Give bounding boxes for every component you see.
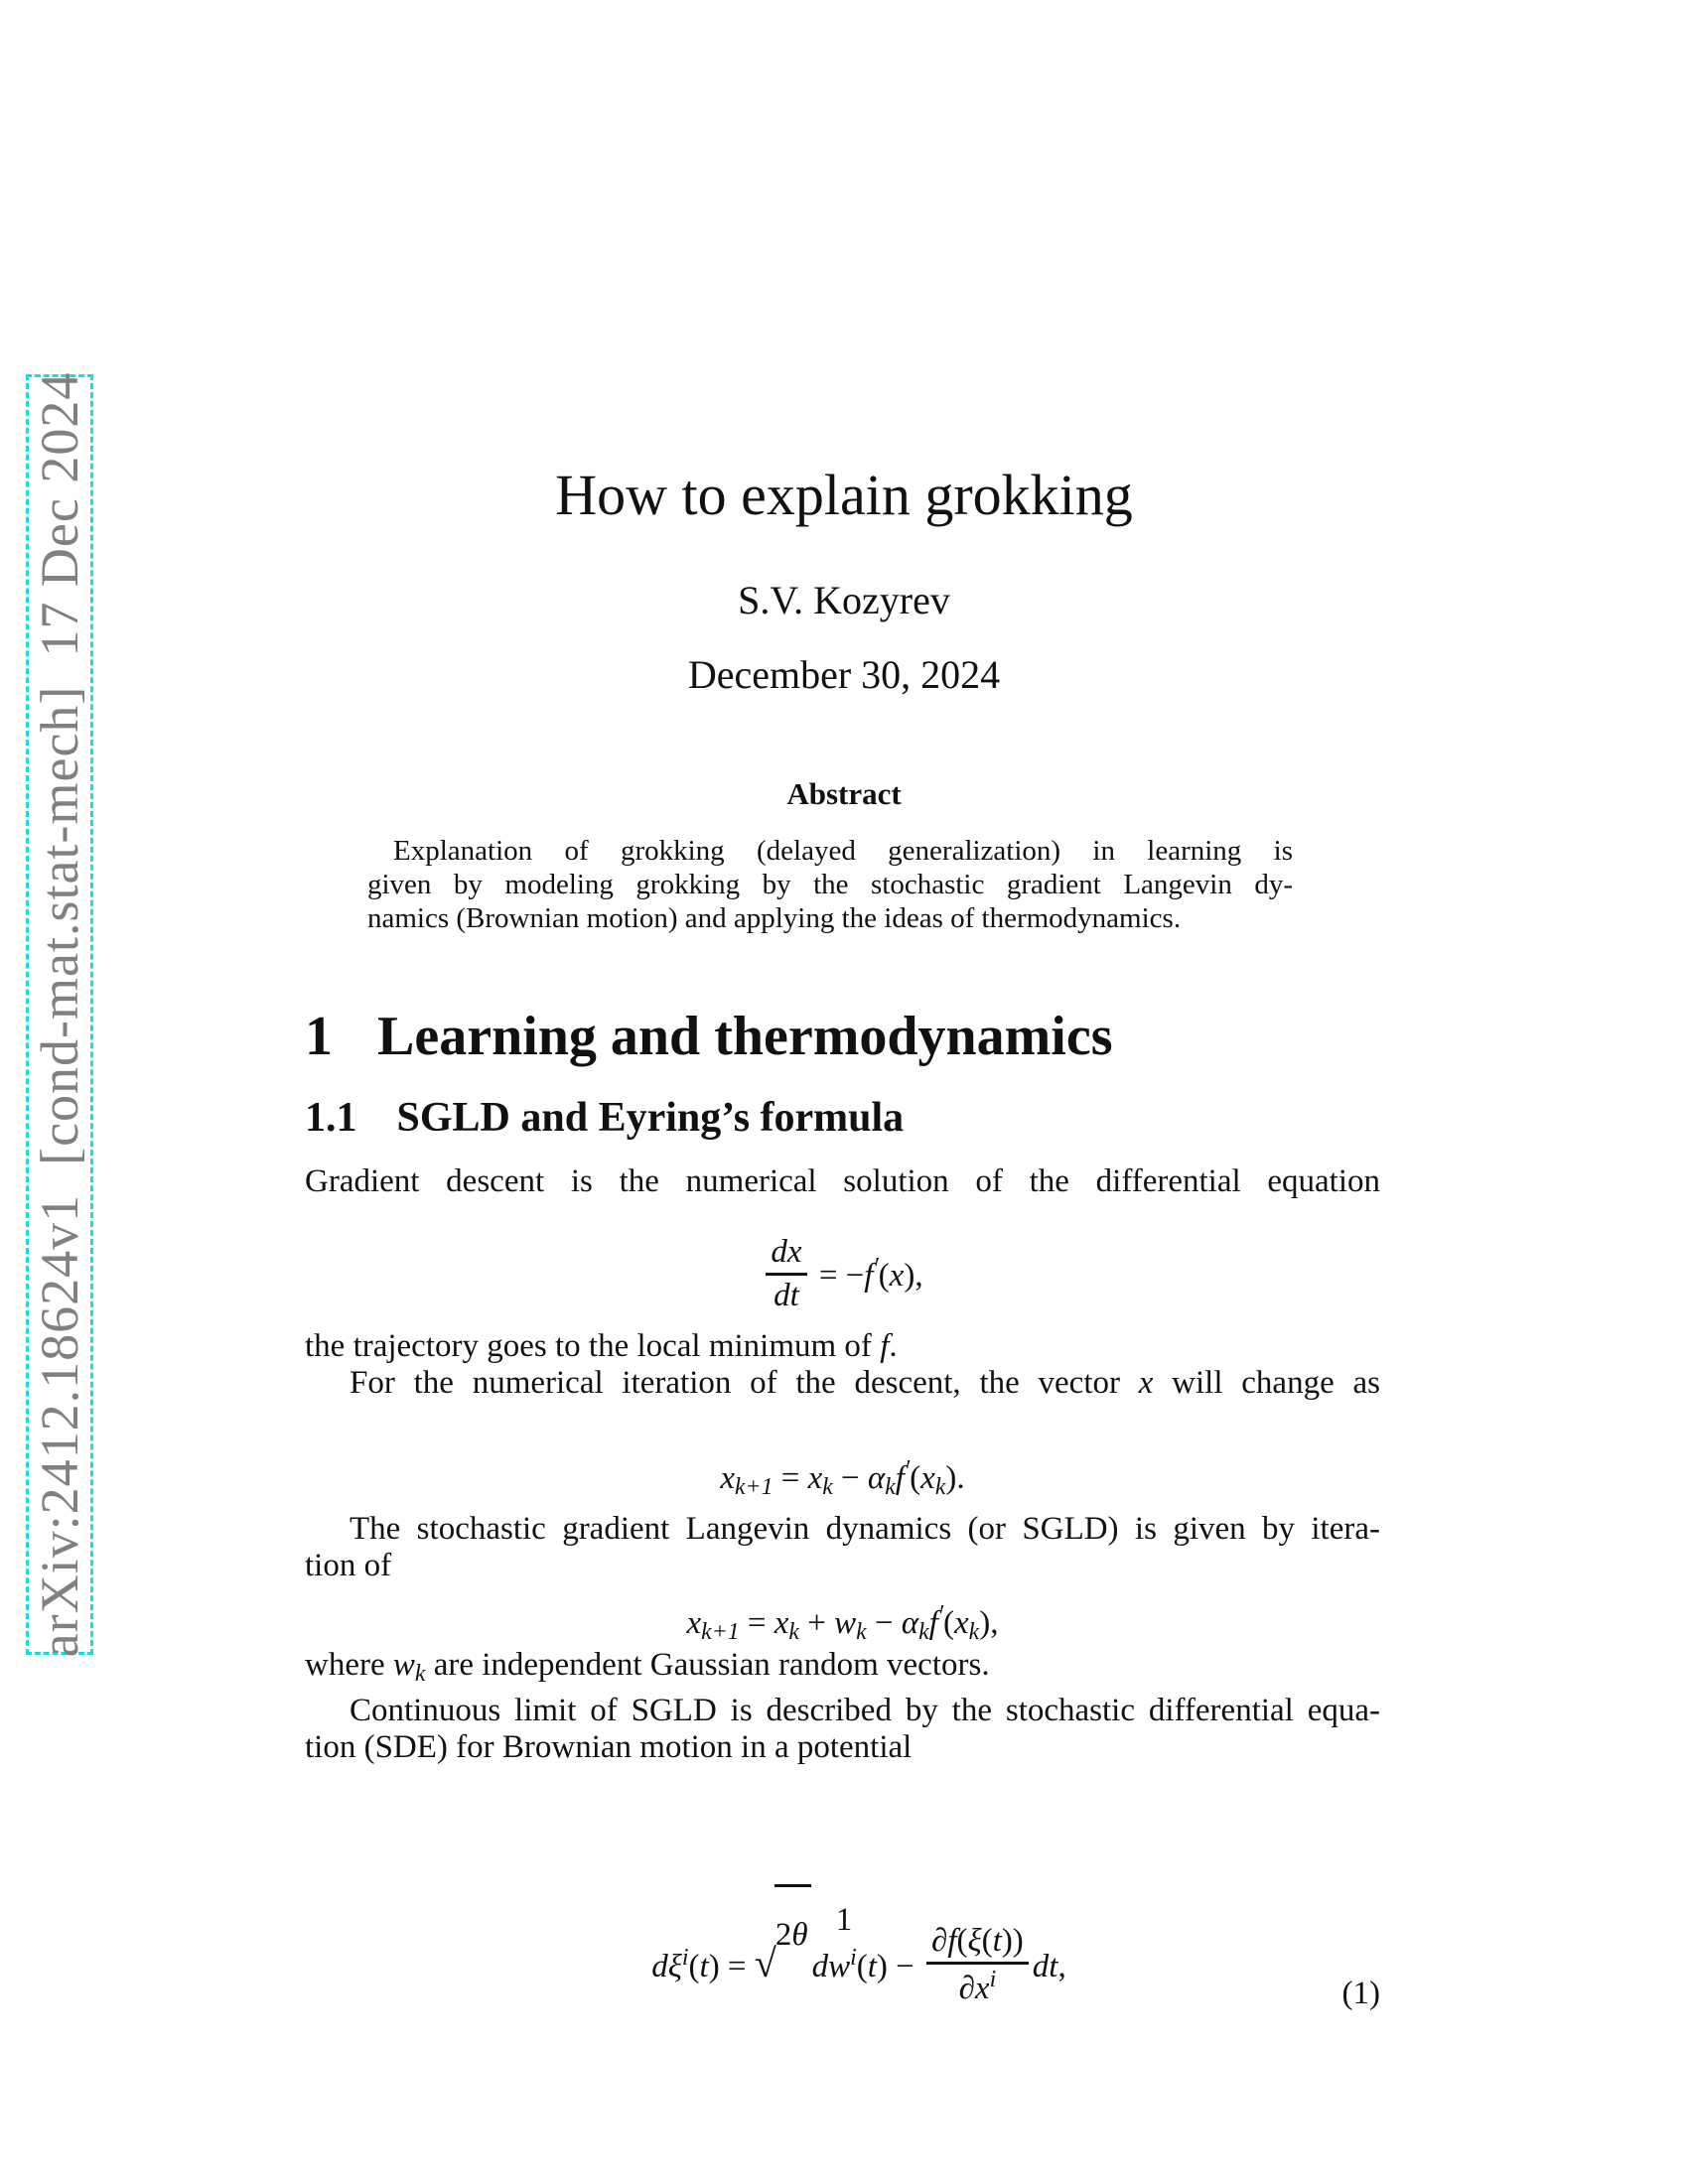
math-subscript: k [918,1618,929,1645]
abstract-heading: Abstract [786,776,902,811]
math-text: − [866,1604,902,1641]
paper-date: December 30, 2024 [687,652,1001,697]
text-line [305,1729,1380,1766]
math-text: ( [878,1257,890,1294]
math-var: α [901,1604,919,1641]
section-number: 1 [305,1006,333,1067]
math-var: dt [1032,1948,1058,1984]
math-text: = − [810,1257,865,1294]
equation-tag: (1) [1341,1976,1380,2012]
math-subscript: k [885,1473,896,1500]
math-text: tion (SDE) for Brownian motion in a potential [305,1728,913,1765]
math-var: x [774,1604,789,1641]
math-text: Continuous limit of SGLD is described by the stochastic differential equa- [350,1692,1380,1728]
text-line [305,1693,1380,1729]
math-superscript: i [850,1944,857,1971]
math-var: x [720,1459,736,1496]
math-subscript: k [934,1473,946,1500]
math-text: ) = [708,1948,755,1984]
math-subscript: k [856,1618,867,1645]
math-superscript: i [989,1966,997,1992]
math-var: t [867,1948,877,1984]
subsection-title: SGLD and Eyring’s formula [396,1095,905,1141]
math-var: f [880,1328,890,1364]
math-text: namics (Brownian motion) and applying the ideas of thermodynamics. [367,902,1182,934]
text-line [305,1647,1380,1693]
math-var: x [954,1604,969,1641]
math-var: ξ [967,1923,982,1960]
math-text: tion of [305,1548,392,1583]
math-superscript: ′ [873,1254,879,1280]
arxiv-watermark-box [26,371,93,1658]
text-line [367,901,1293,935]
math-superscript: ′ [904,1456,911,1482]
math-text: the trajectory goes to the local minimum of [305,1328,881,1364]
fraction-denominator [926,1965,1029,2006]
paper-title: How to explain grokking [555,463,1133,527]
math-var: dw [811,1948,851,1984]
math-text: ( [981,1923,993,1960]
math-var: x [807,1459,823,1496]
math-text: ) − [876,1948,923,1984]
math-subscript: k [968,1618,980,1645]
equation-sde-body [651,1917,1066,2006]
math-text: . [889,1328,898,1364]
equation-descent-iteration [305,1447,1380,1509]
math-text: where [305,1647,393,1683]
radical-sign: √ [754,1940,776,1985]
math-text: = [773,1459,808,1496]
math-var: w [392,1647,415,1683]
arxiv-watermark-text: arXiv:2412.18624v1 [cond-mat.stat-mech] 17 Dec 2024 [30,371,89,1658]
abstract-body [367,834,1293,935]
math-text: ( [956,1923,968,1960]
text-line [367,834,1293,868]
math-subscript: k+1 [701,1618,740,1645]
math-text: For the numerical iteration of the descent, the vector [350,1365,1139,1401]
math-var: f [928,1604,938,1641]
math-text: 2 [774,1917,792,1953]
text-line [367,868,1293,901]
math-text: = [739,1604,774,1641]
math-text: , [1057,1948,1066,1984]
math-var: f [895,1459,905,1496]
paragraph-gradient-descent [305,1163,1380,1200]
math-superscript: ′ [937,1601,944,1627]
paragraph-sgld [305,1511,1380,1584]
math-text: ( [688,1948,700,1984]
math-text: ), [979,1604,999,1641]
math-var: x [889,1257,905,1294]
math-var: α [867,1459,886,1496]
math-var: f [864,1257,874,1294]
math-superscript: i [681,1944,689,1971]
math-text: ( [943,1604,955,1641]
math-var: ∂x [958,1970,990,2006]
math-var: t [699,1948,709,1984]
math-text: ( [856,1948,868,1984]
paragraph-trajectory [305,1328,1380,1402]
math-text: ), [904,1257,923,1294]
math-subscript: k [414,1660,426,1687]
paper-author: S.V. Kozyrev [738,578,950,622]
math-text: + [798,1604,835,1641]
text-line [305,1365,1380,1402]
math-text: are independent Gaussian random vectors. [425,1647,990,1683]
fraction-numerator [766,1235,806,1276]
text-line [305,1163,1380,1200]
equation-sde [305,1793,1380,2184]
math-var: t [992,1923,1002,1960]
text-line [305,1548,1380,1584]
math-var: w [834,1604,857,1641]
section-title: Learning and thermodynamics [377,1006,1113,1067]
math-text: ). [945,1459,965,1496]
text-line [305,1511,1380,1548]
math-text: − [832,1459,868,1496]
math-var: x [686,1604,702,1641]
equation-gradient-flow [305,1227,1380,1316]
math-var: x [1138,1365,1154,1401]
math-text: will change as [1153,1365,1380,1401]
fraction [766,1235,806,1312]
equation-sgld-iteration [305,1592,1380,1654]
math-var: dx [771,1234,802,1271]
math-text: given by modeling grokking by the stochastic gradient Langevin dy- [367,869,1293,900]
math-subscript: k+1 [735,1473,774,1500]
text-line [305,1328,1380,1365]
fraction-denominator [766,1276,806,1313]
subsection-heading-1-1 [305,1095,1380,1141]
math-var: θ [791,1917,808,1953]
math-text: )) [1001,1923,1024,1960]
page-number: 1 [835,1902,853,1938]
subsection-number: 1.1 [305,1095,357,1141]
math-var: x [920,1459,935,1496]
section-heading-1 [305,1007,1380,1068]
math-text: The stochastic gradient Langevin dynamics (or SGLD) is given by itera- [350,1511,1380,1547]
paragraph-continuous-limit [305,1647,1380,1766]
math-text: ( [910,1459,921,1496]
math-subscript: k [788,1618,799,1645]
math-var: dt [774,1277,799,1313]
math-var: ∂f [931,1923,957,1960]
math-var: dξ [651,1948,682,1984]
math-subscript: k [822,1473,833,1500]
math-text: Explanation of grokking (delayed generalization) in learning is [393,835,1293,867]
math-text: Gradient descent is the numerical solution of the differential equation [305,1163,1380,1199]
